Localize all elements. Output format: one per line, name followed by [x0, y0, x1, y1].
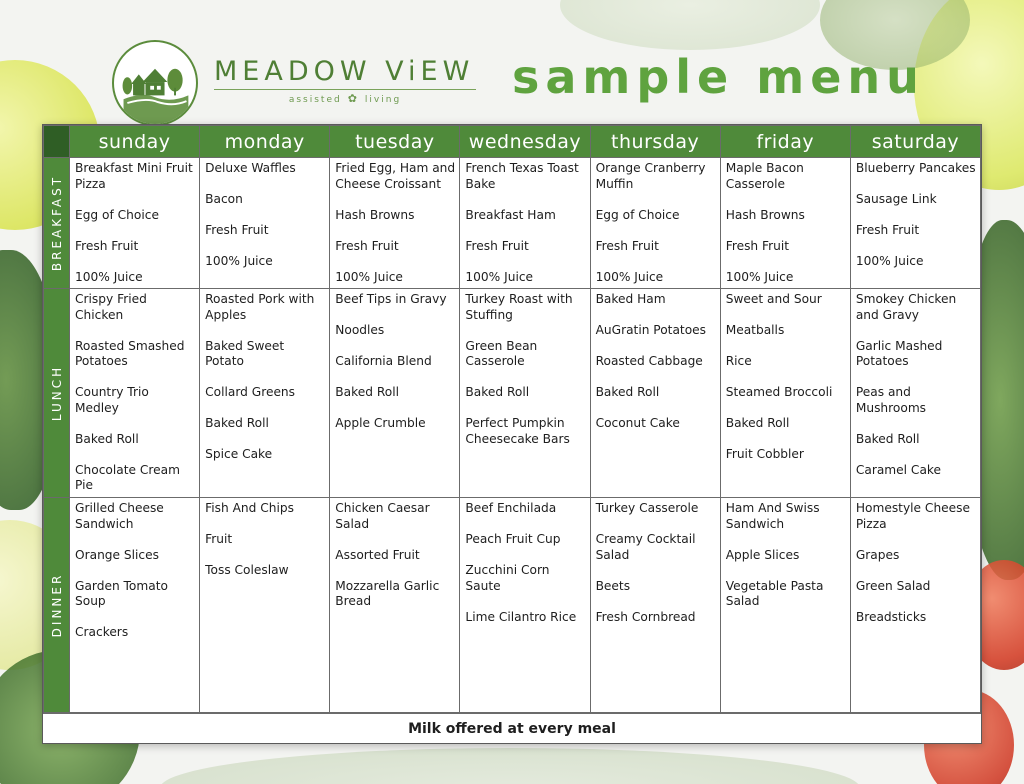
menu-item: AuGratin Potatoes: [595, 323, 707, 337]
menu-item: Toss Coleslaw: [205, 563, 289, 577]
menu-cell-sunday-lunch: [70, 289, 200, 498]
day-header-friday: friday: [720, 126, 850, 158]
menu-item: Maple Bacon Casserole: [725, 161, 804, 191]
menu-item: 100% Juice: [855, 254, 924, 268]
brand-tagline: [214, 92, 476, 105]
menu-item-list: [465, 292, 585, 447]
menu-item-list: [75, 161, 195, 285]
menu-item: Breadsticks: [855, 609, 927, 624]
menu-item: 100% Juice: [335, 269, 403, 284]
leaf-decoration: [160, 748, 860, 784]
menu-item-list: [465, 161, 585, 285]
menu-cell-thursday-breakfast: [590, 158, 720, 289]
logo-house-icon: [112, 40, 198, 126]
brand-wordmark: [214, 56, 476, 105]
menu-item: Steamed Broccoli: [725, 385, 833, 399]
menu-item-list: [465, 501, 585, 625]
menu-item: Baked Roll: [205, 416, 269, 430]
menu-cell-sunday-dinner: [70, 498, 200, 713]
menu-item: Fresh Fruit: [725, 238, 790, 253]
menu-cell-thursday-lunch: [590, 289, 720, 498]
menu-item: Roasted Pork with Apples: [205, 292, 315, 322]
menu-item-list: [335, 292, 455, 432]
menu-item: Roasted Smashed Potatoes: [75, 338, 185, 368]
table-corner: [44, 126, 70, 158]
menu-item: Apple Slices: [725, 547, 800, 562]
menu-body: [44, 158, 981, 713]
meal-row-breakfast: [44, 158, 981, 289]
menu-item: Hash Browns: [725, 207, 805, 222]
menu-cell-wednesday-breakfast: [460, 158, 590, 289]
menu-item: Fresh Fruit: [75, 238, 139, 253]
menu-item-list: [856, 161, 976, 270]
menu-item: Rice: [725, 354, 752, 368]
menu-item: Crispy Fried Chicken: [75, 292, 147, 322]
day-header-tuesday: tuesday: [330, 126, 460, 158]
menu-item: Green Bean Casserole: [465, 338, 538, 368]
menu-item: 100% Juice: [595, 269, 664, 284]
brand-tagline-right: living: [364, 95, 402, 105]
menu-cell-saturday-breakfast: [850, 158, 980, 289]
menu-item: Turkey Casserole: [595, 501, 699, 515]
menu-table: [43, 125, 981, 713]
menu-item: Peach Fruit Cup: [465, 532, 561, 546]
menu-item: Fried Egg, Ham and Cheese Croissant: [335, 161, 456, 191]
menu-item-list: [335, 161, 455, 285]
meal-label-lunch: [44, 289, 70, 498]
menu-item: Grapes: [855, 547, 900, 562]
day-header-monday: monday: [200, 126, 330, 158]
menu-item: 100% Juice: [725, 269, 794, 284]
menu-item: Coconut Cake: [595, 416, 680, 430]
menu-item: Green Salad: [855, 578, 931, 593]
meal-label-text: BREAKFAST: [49, 174, 64, 272]
menu-cell-monday-lunch: [200, 289, 330, 498]
menu-item: Fresh Fruit: [205, 223, 269, 237]
menu-item: Creamy Cocktail Salad: [595, 532, 696, 562]
menu-cell-monday-dinner: [200, 498, 330, 713]
menu-cell-friday-breakfast: [720, 158, 850, 289]
menu-item: Garden Tomato Soup: [75, 578, 168, 608]
menu-item: Blueberry Pancakes: [855, 161, 976, 175]
menu-item: Chocolate Cream Pie: [75, 462, 180, 492]
menu-cell-wednesday-dinner: [460, 498, 590, 713]
menu-item: Ham And Swiss Sandwich: [725, 501, 820, 531]
menu-cell-tuesday-lunch: [330, 289, 460, 498]
menu-cell-thursday-dinner: [590, 498, 720, 713]
day-header-sunday: sunday: [70, 126, 200, 158]
menu-item: Beets: [595, 578, 631, 593]
menu-item: Caramel Cake: [855, 462, 942, 477]
menu-item: Meatballs: [725, 323, 785, 337]
menu-item-list: [596, 161, 716, 285]
menu-item: Zucchini Corn Saute: [465, 563, 550, 593]
menu-item-list: [726, 501, 846, 610]
menu-cell-friday-lunch: [720, 289, 850, 498]
flower-icon: ✿: [347, 92, 359, 105]
menu-item: 100% Juice: [75, 269, 143, 284]
brand-name: MEADOW ViEW: [214, 56, 475, 87]
menu-item: Egg of Choice: [595, 207, 680, 222]
menu-item: Grilled Cheese Sandwich: [75, 501, 164, 531]
menu-item: Vegetable Pasta Salad: [725, 578, 824, 608]
menu-item: Mozzarella Garlic Bread: [335, 578, 440, 608]
meal-label-breakfast: [44, 158, 70, 289]
menu-item: Sausage Link: [855, 192, 937, 206]
menu-item: Apple Crumble: [335, 416, 426, 430]
menu-item: Baked Roll: [855, 431, 920, 446]
menu-item-list: [205, 292, 325, 463]
brand-divider: [214, 89, 476, 90]
menu-item-list: [75, 292, 195, 494]
menu-cell-friday-dinner: [720, 498, 850, 713]
menu-item: Perfect Pumpkin Cheesecake Bars: [465, 416, 570, 446]
menu-item: Assorted Fruit: [335, 547, 420, 562]
menu-item: Fruit Cobbler: [725, 447, 804, 461]
menu-item-list: [856, 292, 976, 478]
menu-item: Deluxe Waffles: [205, 161, 296, 175]
menu-item: Fresh Fruit: [335, 238, 399, 253]
menu-item: Fresh Cornbread: [595, 609, 696, 624]
menu-item: Baked Roll: [465, 385, 530, 399]
menu-item: Noodles: [335, 323, 385, 337]
menu-item: Spice Cake: [205, 447, 273, 461]
menu-table-card: [42, 124, 982, 744]
page-header: [0, 0, 1024, 120]
menu-item-list: [335, 501, 455, 610]
footer-note: Milk offered at every meal: [43, 713, 981, 743]
menu-item-list: [75, 501, 195, 641]
menu-item: Hash Browns: [335, 207, 415, 222]
menu-item: Fruit: [205, 532, 233, 546]
day-header-wednesday: wednesday: [460, 126, 590, 158]
menu-item-list: [856, 501, 976, 625]
menu-cell-tuesday-breakfast: [330, 158, 460, 289]
menu-item: Orange Slices: [75, 547, 159, 562]
menu-item-list: [726, 161, 846, 285]
menu-item: Fresh Fruit: [595, 238, 659, 253]
menu-item: Beef Tips in Gravy: [335, 292, 447, 306]
meal-row-dinner: [44, 498, 981, 713]
menu-item-list: [726, 292, 846, 463]
menu-item: Sweet and Sour: [725, 292, 822, 306]
menu-item: California Blend: [335, 354, 432, 368]
menu-item: 100% Juice: [205, 254, 273, 268]
day-header-row: [44, 126, 981, 158]
menu-item: Fresh Fruit: [855, 223, 920, 237]
meal-label-dinner: [44, 498, 70, 713]
day-header-saturday: saturday: [850, 126, 980, 158]
day-header-thursday: thursday: [590, 126, 720, 158]
menu-item: Crackers: [75, 625, 129, 639]
menu-item-list: [205, 161, 325, 270]
menu-item: Fish And Chips: [205, 501, 294, 515]
menu-item: Breakfast Ham: [465, 207, 556, 222]
page-title: sample menu: [512, 50, 925, 104]
menu-item: Peas and Mushrooms: [855, 385, 927, 415]
menu-item: Baked Roll: [725, 416, 790, 430]
menu-item: Lime Cilantro Rice: [465, 609, 577, 624]
menu-item: Chicken Caesar Salad: [335, 501, 430, 531]
meal-label-text: LUNCH: [49, 364, 64, 422]
menu-item: Baked Roll: [335, 385, 399, 399]
menu-item: Smokey Chicken and Gravy: [855, 292, 957, 322]
menu-item: Turkey Roast with Stuffing: [465, 292, 573, 322]
menu-cell-monday-breakfast: [200, 158, 330, 289]
menu-item-list: [205, 501, 325, 579]
menu-cell-saturday-dinner: [850, 498, 980, 713]
menu-item: 100% Juice: [465, 269, 534, 284]
menu-item: Baked Sweet Potato: [205, 338, 285, 368]
menu-item: Collard Greens: [205, 385, 296, 399]
menu-item: Baked Roll: [595, 385, 660, 399]
menu-item: French Texas Toast Bake: [465, 161, 579, 191]
menu-item: Fresh Fruit: [465, 238, 529, 253]
menu-item: Egg of Choice: [75, 207, 159, 222]
menu-item: Country Trio Medley: [75, 385, 149, 415]
menu-item: Garlic Mashed Potatoes: [855, 338, 943, 368]
meal-label-text: DINNER: [49, 572, 64, 638]
menu-item: Homestyle Cheese Pizza: [855, 501, 971, 531]
brand-tagline-left: assisted: [288, 95, 342, 105]
menu-cell-wednesday-lunch: [460, 289, 590, 498]
menu-cell-sunday-breakfast: [70, 158, 200, 289]
menu-item-list: [596, 292, 716, 432]
menu-item-list: [596, 501, 716, 625]
menu-cell-saturday-lunch: [850, 289, 980, 498]
meal-row-lunch: [44, 289, 981, 498]
menu-item: Breakfast Mini Fruit Pizza: [75, 161, 193, 191]
menu-item: Baked Ham: [595, 292, 666, 306]
menu-item: Roasted Cabbage: [595, 354, 703, 368]
menu-item: Beef Enchilada: [465, 501, 557, 515]
menu-item: Orange Cranberry Muffin: [595, 161, 706, 191]
menu-item: Baked Roll: [75, 431, 139, 446]
menu-item: Bacon: [205, 192, 243, 206]
menu-cell-tuesday-dinner: [330, 498, 460, 713]
